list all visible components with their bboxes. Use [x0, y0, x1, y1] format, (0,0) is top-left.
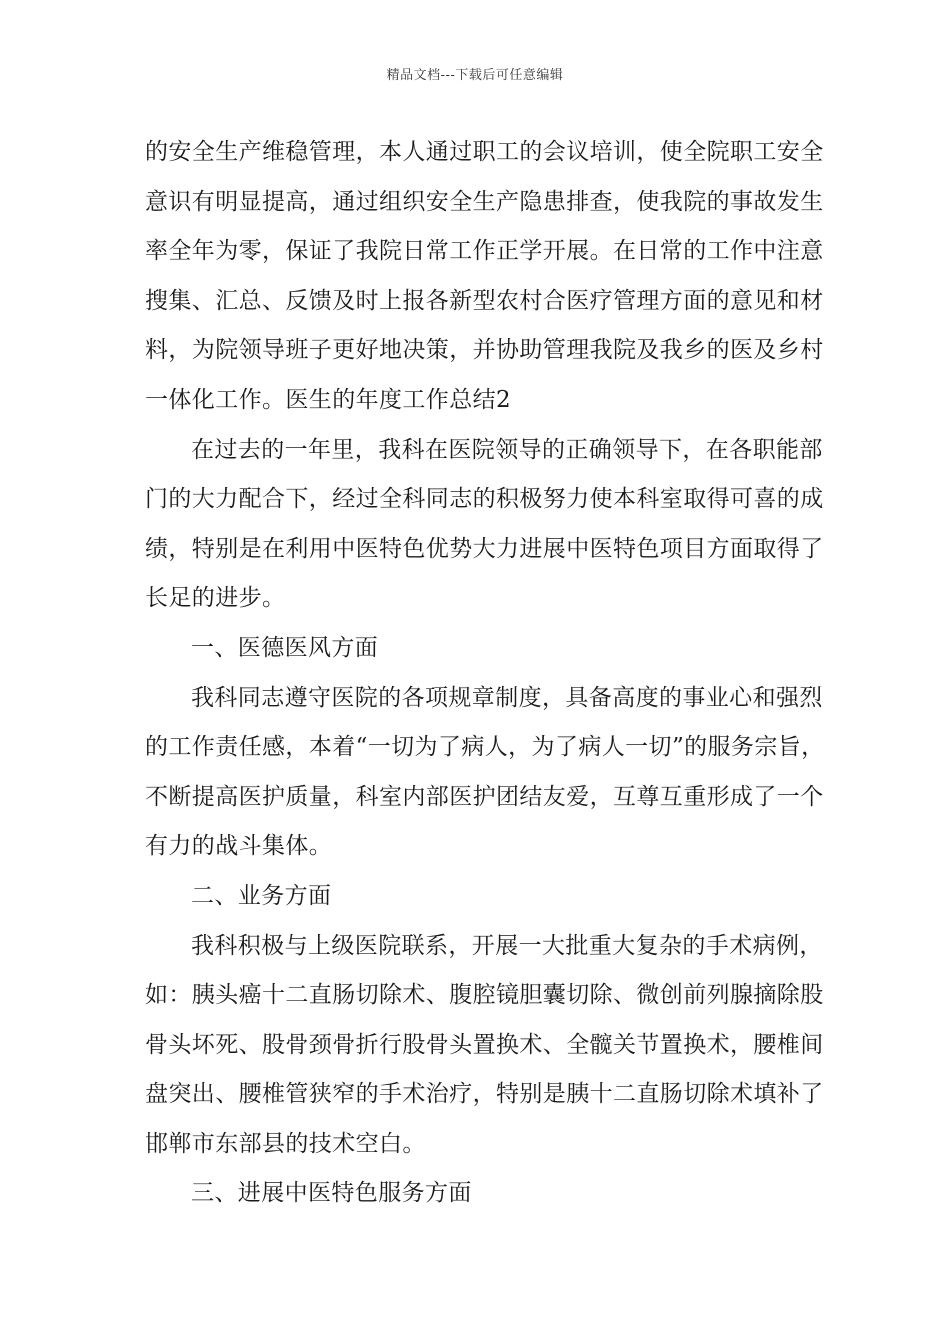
paragraph-continued: 的安全生产维稳管理，本人通过职工的会议培训，使全院职工安全意识有明显提高，通过组织安全生产隐患排查，使我院的事故发生率全年为零，保证了我院日常工作正学开展。在日常的工作中注意搜集、汇总、反馈及时上报各新型农村合医疗管理方面的意见和材料，为院领导班子更好地决策，并协助管理我院及我乡的医及乡村一体化工作。医生的年度工作总结2 [145, 139, 824, 413]
section-heading-business: 二、业务方面 [191, 882, 332, 909]
paragraph-ethics: 我科同志遵守医院的各项规章制度，具备高度的事业心和强烈的工作责任感，本着“一切为了病人，为了病人一切”的服务宗旨，不断提高医护质量，科室内部医护团结友爱，互尊互重形成了一个有力的战斗集体。 [145, 684, 825, 860]
paragraph-business: 我科积极与上级医院联系，开展一大批重大复杂的手术病例，如：胰头癌十二直肠切除术、腹腔镜胆囊切除、微创前列腺摘除股骨头坏死、股骨颈骨折行股骨头置换术、全髋关节置换术，腰椎间盘突出、腰椎管狭窄的手术治疗，特别是胰十二直肠切除术填补了邯郸市东部县的技术空白。 [145, 932, 824, 1157]
page-header: 精品文档---下载后可任意编辑 [386, 68, 564, 83]
section-heading-ethics: 一、医德医风方面 [191, 634, 379, 661]
document-body [145, 128, 825, 1219]
paragraph-intro: 在过去的一年里，我科在医院领导的正确领导下，在各职能部门的大力配合下，经过全科同志的积极努力使本科室取得可喜的成绩，特别是在利用中医特色优势大力进展中医特色项目方面取得了长足的进步。 [145, 436, 824, 612]
section-heading-tcm: 三、进展中医特色服务方面 [191, 1180, 472, 1207]
